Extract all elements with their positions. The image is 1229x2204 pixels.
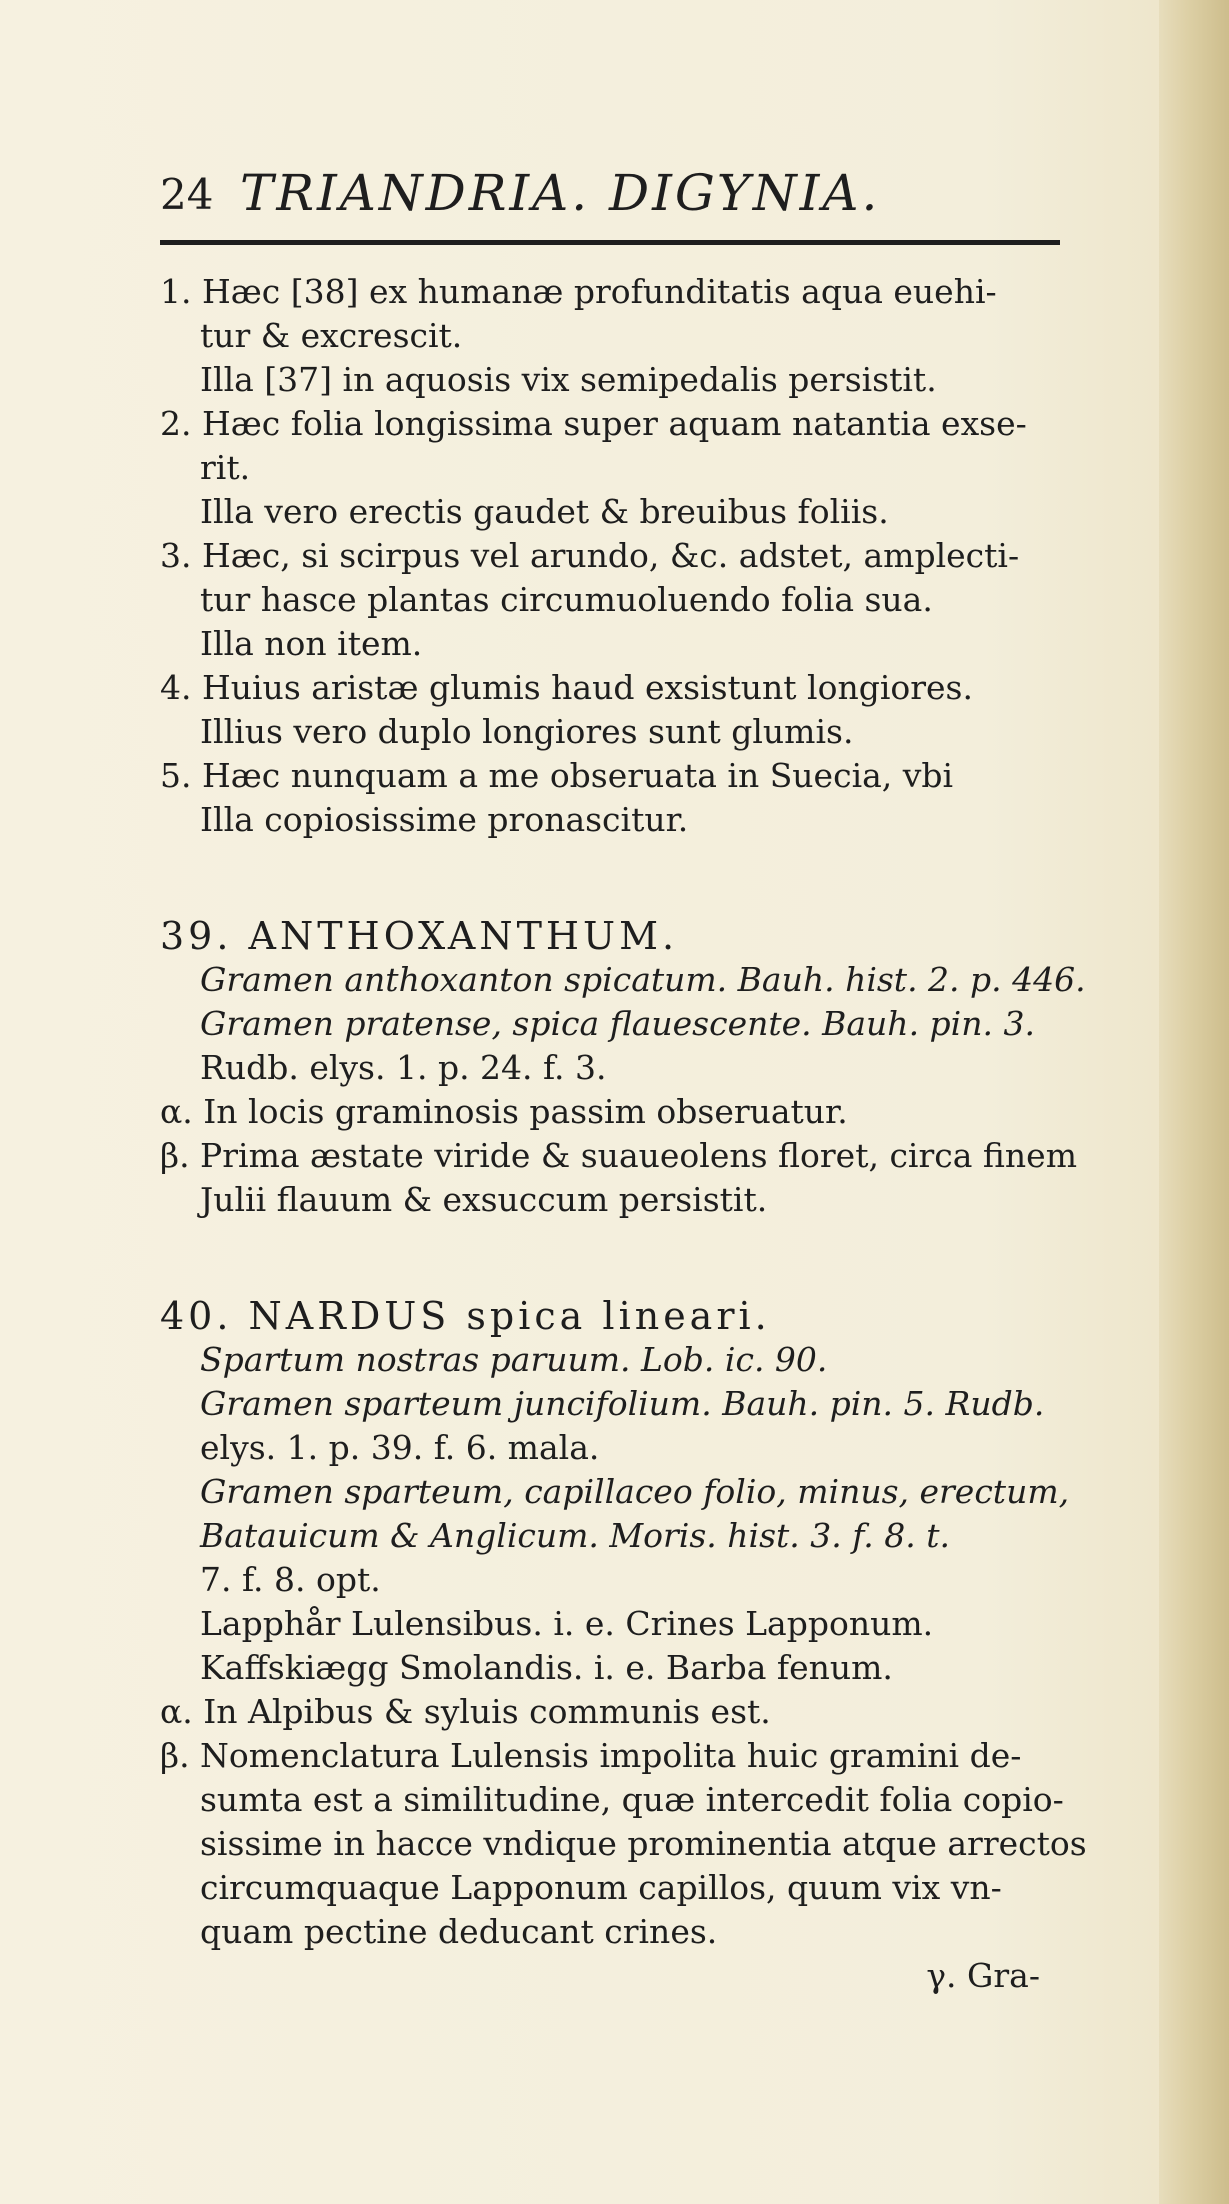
section-gap (160, 842, 1060, 878)
text-line: Julii flauum & exsuccum persistit. (200, 1180, 768, 1219)
text-line: quam pectine deducant crines. (200, 1912, 718, 1951)
text-line: sissime in hacce vndique prominentia atque arrectos (200, 1824, 1087, 1863)
catchword: γ. Gra- (926, 1956, 1040, 1995)
running-title: TRIANDRIA. DIGYNIA. (240, 164, 881, 222)
text-line: Spartum nostras paruum. Lob. ic. 90. (200, 1340, 828, 1379)
text-line: elys. 1. p. 39. f. 6. mala. (200, 1428, 600, 1467)
text-line: 3. Hæc, si scirpus vel arundo, &c. adstet, amplecti- (160, 536, 1020, 575)
text-line: Gramen pratense, spica flauescente. Bauh. pin. 3. (200, 1004, 1035, 1043)
text-line: Gramen sparteum, capillaceo folio, minus, erectum, (200, 1472, 1070, 1511)
text-line: α. In locis graminosis passim obseruatur. (160, 1092, 848, 1131)
text-line: 1. Hæc [38] ex humanæ profunditatis aqua euehi- (160, 272, 997, 311)
text-line: Lapphår Lulensibus. i. e. Crines Lapponum. (200, 1604, 934, 1643)
text-line: Batauicum & Anglicum. Moris. hist. 3. f. 8. t. (200, 1516, 950, 1555)
text-line: 5. Hæc nunquam a me obseruata in Suecia, vbi (160, 756, 954, 795)
text-line: Rudb. elys. 1. p. 24. f. 3. (200, 1048, 607, 1087)
text-line: sumta est a similitudine, quæ intercedit folia copio- (200, 1780, 1064, 1819)
text-line: circumquaque Lapponum capillos, quum vix vn- (200, 1868, 1002, 1907)
text-line: Kaffskiægg Smolandis. i. e. Barba fenum. (200, 1648, 893, 1687)
page-number: 24 (160, 170, 214, 219)
text-line: rit. (200, 448, 251, 487)
text-line: tur & excrescit. (200, 316, 463, 355)
text-line: Illius vero duplo longiores sunt glumis. (200, 712, 854, 751)
text-line: Gramen anthoxanton spicatum. Bauh. hist. 2. p. 446. (200, 960, 1086, 999)
text-line: Illa copiosissime pronascitur. (200, 800, 689, 839)
text-line: α. In Alpibus & syluis communis est. (160, 1692, 771, 1731)
text-line: Illa non item. (200, 624, 423, 663)
text-line: β. Nomenclatura Lulensis impolita huic gramini de- (160, 1736, 1022, 1775)
section-heading-39: 39. ANTHOXANTHUM. (160, 914, 679, 958)
text-line: Gramen sparteum juncifolium. Bauh. pin. 5. Rudb. (200, 1384, 1045, 1423)
page-spine-shadow (1159, 0, 1229, 2204)
text-line: Illa [37] in aquosis vix semipedalis persistit. (200, 360, 937, 399)
text-line: 7. f. 8. opt. (200, 1560, 381, 1599)
page-header (160, 160, 1060, 230)
section-gap (160, 1222, 1060, 1258)
text-line: tur hasce plantas circumuoluendo folia sua. (200, 580, 933, 619)
section-heading-40: 40. NARDUS spica lineari. (160, 1294, 771, 1338)
text-line: β. Prima æstate viride & suaueolens floret, circa finem (160, 1136, 1077, 1175)
text-line: 4. Huius aristæ glumis haud exsistunt longiores. (160, 668, 973, 707)
text-line: Illa vero erectis gaudet & breuibus foliis. (200, 492, 889, 531)
text-line: 2. Hæc folia longissima super aquam natantia exse- (160, 404, 1027, 443)
header-rule (160, 240, 1060, 245)
main-text (160, 270, 1087, 1998)
